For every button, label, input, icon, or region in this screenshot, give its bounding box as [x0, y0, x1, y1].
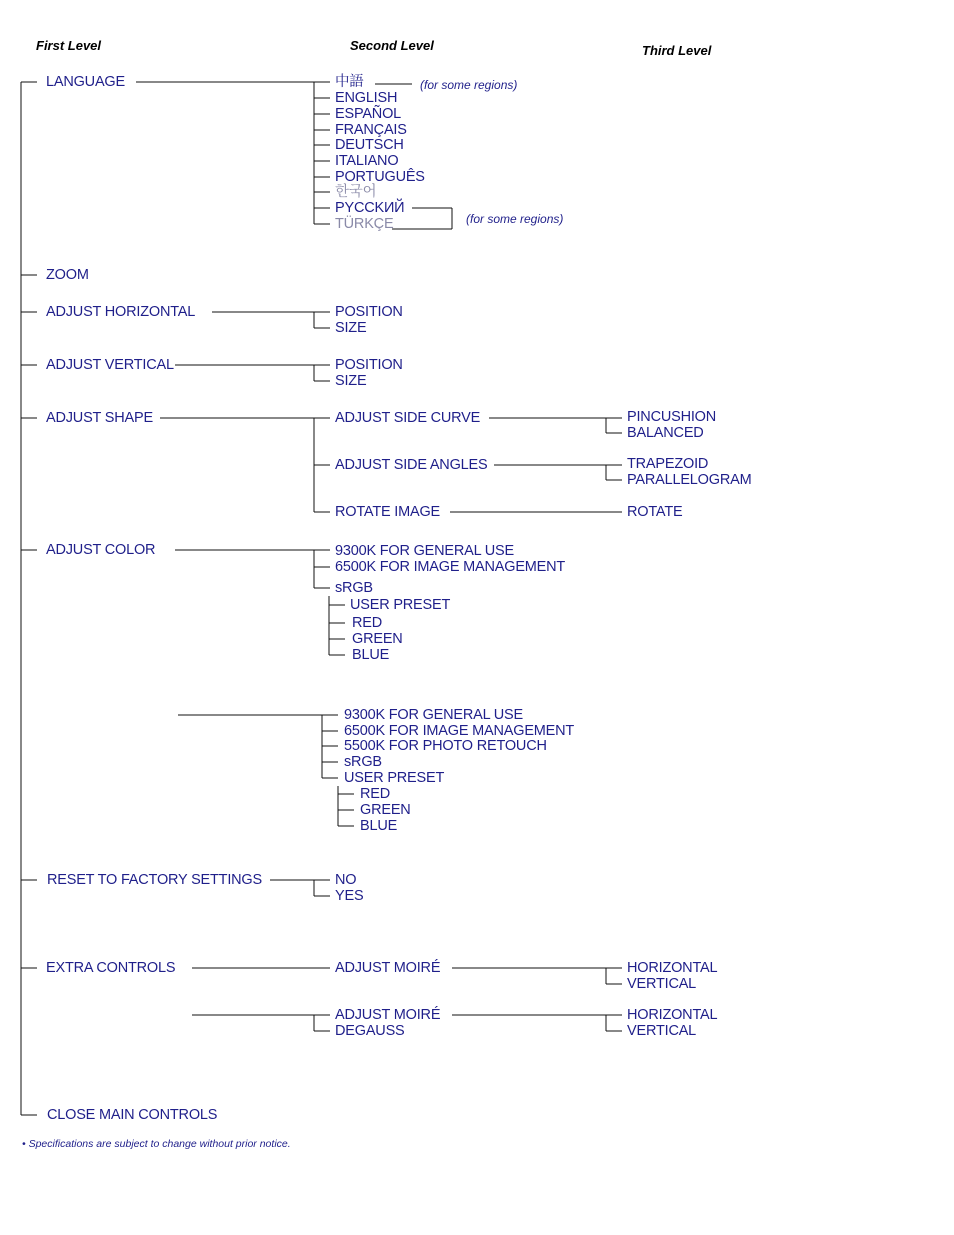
- preset-blue: BLUE: [352, 647, 390, 663]
- language-item: ITALIANO: [335, 153, 399, 169]
- reset-yes: YES: [335, 888, 364, 904]
- language-item: ENGLISH: [335, 90, 398, 106]
- color2-6500k: 6500K FOR IMAGE MANAGEMENT: [344, 723, 575, 739]
- color2-srgb: sRGB: [344, 754, 382, 770]
- regions-note: (for some regions): [420, 78, 518, 92]
- moire-vertical: VERTICAL: [627, 976, 697, 992]
- menu-extra-controls: EXTRA CONTROLS: [46, 960, 176, 976]
- menu-zoom: ZOOM: [46, 267, 89, 283]
- color2-blue: BLUE: [360, 818, 398, 834]
- adjust-moire: ADJUST MOIRÉ: [335, 960, 441, 976]
- moire2-vertical: VERTICAL: [627, 1023, 697, 1039]
- adjust-side-angles: ADJUST SIDE ANGLES: [335, 457, 488, 473]
- rotate: ROTATE: [627, 504, 683, 520]
- balanced: BALANCED: [627, 425, 704, 441]
- color2-5500k: 5500K FOR PHOTO RETOUCH: [344, 738, 547, 754]
- adjust-side-curve: ADJUST SIDE CURVE: [335, 410, 481, 426]
- color2-green: GREEN: [360, 802, 411, 818]
- menu-adjust-vertical: ADJUST VERTICAL: [46, 357, 174, 373]
- vertical-size: SIZE: [335, 373, 367, 389]
- pincushion: PINCUSHION: [627, 409, 717, 425]
- menu-adjust-color: ADJUST COLOR: [46, 542, 156, 558]
- menu-adjust-shape: ADJUST SHAPE: [46, 410, 153, 426]
- color-9300k: 9300K FOR GENERAL USE: [335, 543, 514, 559]
- language-item: FRANÇAIS: [335, 122, 407, 138]
- color2-red: RED: [360, 786, 391, 802]
- color2-9300k: 9300K FOR GENERAL USE: [344, 707, 523, 723]
- vertical-position: POSITION: [335, 357, 403, 373]
- color-6500k: 6500K FOR IMAGE MANAGEMENT: [335, 559, 566, 575]
- language-item: TÜRKÇE: [335, 216, 394, 232]
- parallelogram: PARALLELOGRAM: [627, 472, 752, 488]
- trapezoid: TRAPEZOID: [627, 456, 709, 472]
- moire-horizontal: HORIZONTAL: [627, 960, 718, 976]
- footnote: • Specifications are subject to change without prior notice.: [22, 1138, 291, 1150]
- language-item: 한국어: [335, 184, 377, 200]
- menu-language: LANGUAGE: [46, 74, 125, 90]
- degauss: DEGAUSS: [335, 1023, 405, 1039]
- reset-no: NO: [335, 872, 357, 888]
- color-srgb: sRGB: [335, 580, 373, 596]
- language-item: ESPAÑOL: [335, 106, 402, 122]
- language-item: PORTUGUÊS: [335, 169, 425, 185]
- language-item: PYCCKИЙ: [335, 200, 405, 216]
- preset-green: GREEN: [352, 631, 403, 647]
- color2-user-preset: USER PRESET: [344, 770, 445, 786]
- moire2-horizontal: HORIZONTAL: [627, 1007, 718, 1023]
- horizontal-size: SIZE: [335, 320, 367, 336]
- menu-reset-factory: RESET TO FACTORY SETTINGS: [47, 872, 262, 888]
- header-second-level: Second Level: [350, 38, 434, 53]
- menu-adjust-horizontal: ADJUST HORIZONTAL: [46, 304, 196, 320]
- menu-close-main-controls: CLOSE MAIN CONTROLS: [47, 1107, 218, 1123]
- preset-red: RED: [352, 615, 383, 631]
- language-item: DEUTSCH: [335, 137, 404, 153]
- regions-note: (for some regions): [466, 212, 564, 226]
- header-first-level: First Level: [36, 38, 102, 53]
- horizontal-position: POSITION: [335, 304, 403, 320]
- rotate-image: ROTATE IMAGE: [335, 504, 441, 520]
- language-item: 中語: [335, 74, 364, 90]
- header-third-level: Third Level: [642, 43, 712, 58]
- user-preset: USER PRESET: [350, 597, 451, 613]
- adjust-moire-2: ADJUST MOIRÉ: [335, 1007, 441, 1023]
